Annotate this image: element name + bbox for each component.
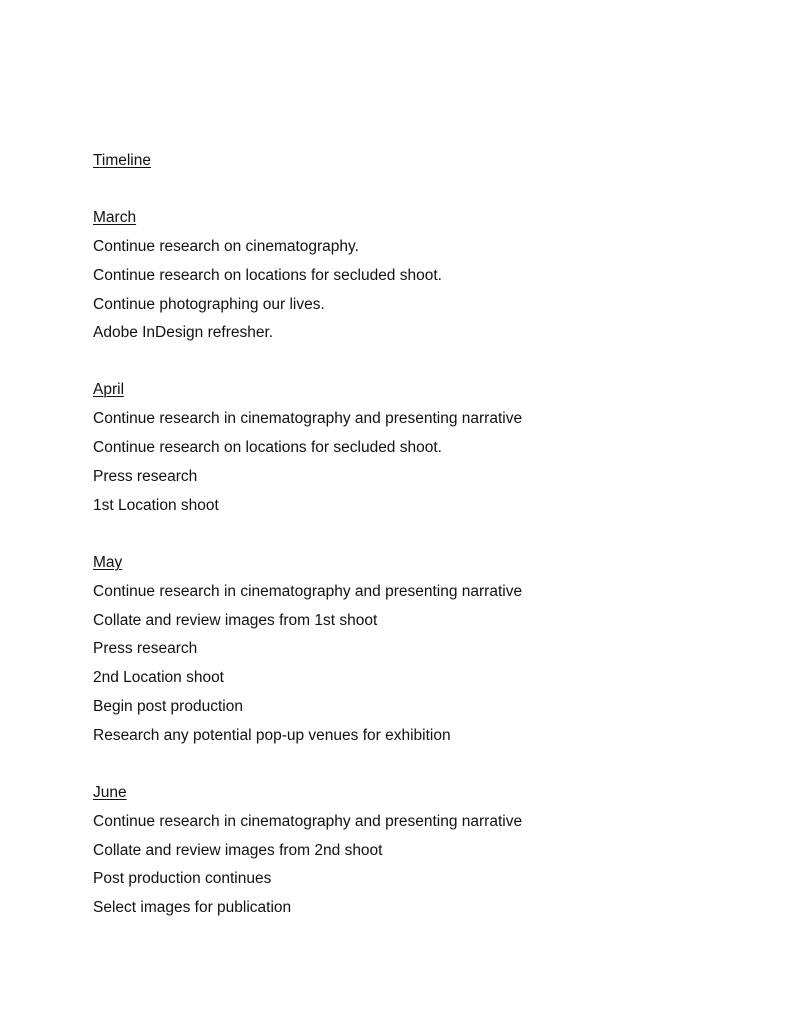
list-item: Continue research in cinematography and presenting narrative: [93, 812, 523, 830]
document-title: Timeline: [93, 152, 151, 169]
list-item: Begin post production: [93, 697, 243, 715]
section-june: [93, 783, 753, 918]
section-heading-june: June: [93, 783, 127, 801]
list-item: Continue photographing our lives.: [93, 295, 325, 313]
section-heading-march: March: [93, 209, 137, 226]
section-heading-may: May: [93, 553, 123, 571]
list-item: Continue research on cinematography.: [93, 238, 359, 255]
section-march: [93, 208, 753, 343]
list-item: Press research: [93, 467, 198, 485]
list-item: Select images for publication: [93, 899, 292, 917]
list-item: Collate and review images from 1st shoot: [93, 611, 378, 629]
list-item: Post production continues: [93, 870, 272, 888]
list-item: Continue research on locations for secluded shoot.: [93, 266, 442, 284]
list-item: Collate and review images from 2nd shoot: [93, 841, 383, 859]
list-item: Continue research on locations for secluded shoot.: [93, 439, 442, 457]
list-item: Research any potential pop-up venues for exhibition: [93, 726, 451, 744]
list-item: 2nd Location shoot: [93, 669, 224, 687]
list-item: Continue research in cinematography and presenting narrative: [93, 582, 523, 600]
list-item: Continue research in cinematography and presenting narrative: [93, 410, 523, 428]
list-item: 1st Location shoot: [93, 496, 219, 514]
section-heading-april: April: [93, 381, 125, 399]
list-item: Press research: [93, 640, 198, 658]
document-page: [93, 151, 753, 955]
list-item: Adobe InDesign refresher.: [93, 324, 274, 342]
section-april: [93, 380, 753, 515]
section-may: [93, 553, 753, 746]
